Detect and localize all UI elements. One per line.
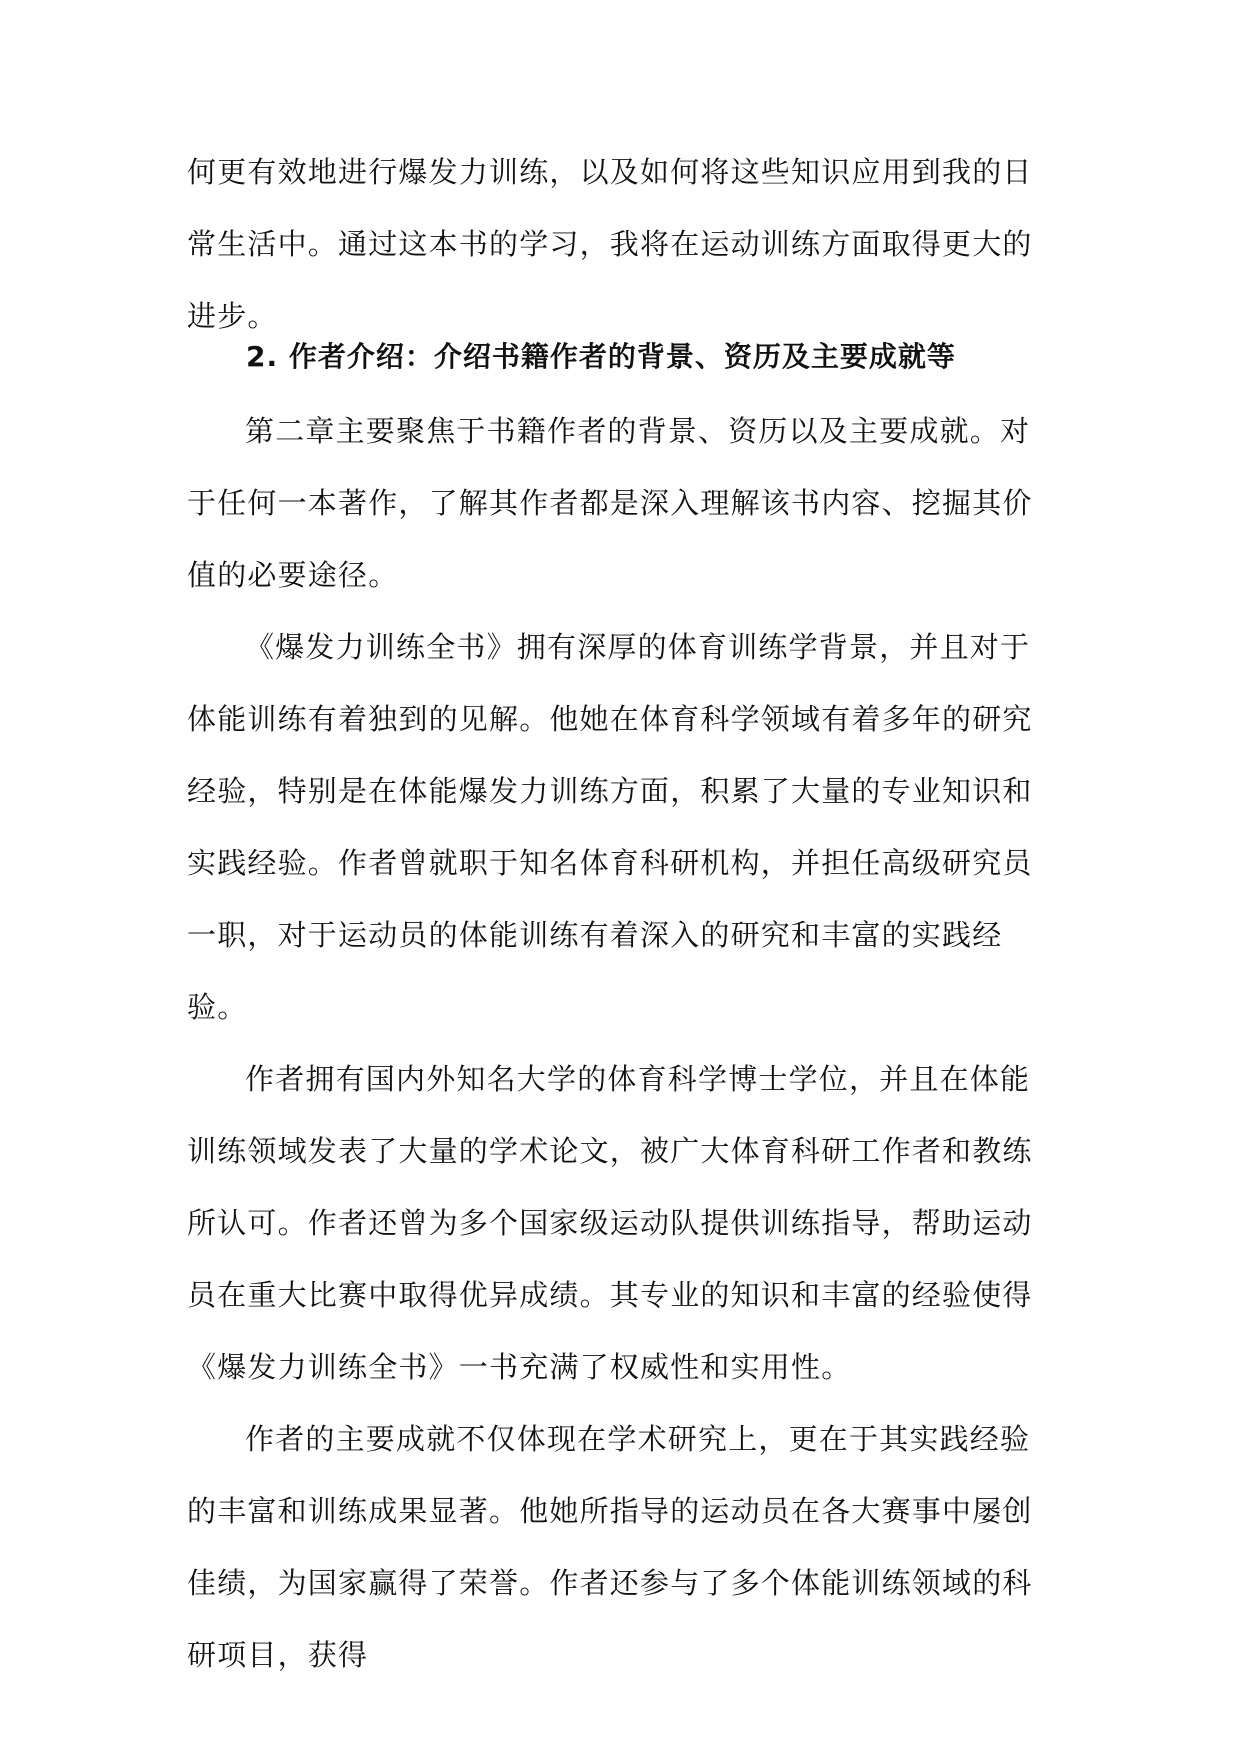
paragraph-continuation: [187, 136, 1057, 352]
paragraph-author-background: 《爆发力训练全书》拥有深厚的体育训练学背景，并且对于体能训练有着独到的见解。他她在体育科学领域有着多年的研究经验，特别是在体能爆发力训练方面，积累了大量的专业知识和实践经验。作者曾就职于知名体育科研机构，并担任高级研究员一职，对于运动员的体能训练有着深入的研究和丰富的实践经验。: [187, 630, 1033, 1024]
section-body: [187, 395, 1057, 1691]
paragraph-chapter-intro: 第二章主要聚焦于书籍作者的背景、资历以及主要成就。对于任何一本著作，了解其作者都是深入理解该书内容、挖掘其价值的必要途径。: [187, 414, 1033, 592]
paragraph-text: 何更有效地进行爆发力训练，以及如何将这些知识应用到我的日常生活中。通过这本书的学习，我将在运动训练方面取得更大的进步。: [187, 155, 1033, 333]
paragraph-author-achievements: 作者的主要成就不仅体现在学术研究上，更在于其实践经验的丰富和训练成果显著。他她所指导的运动员在各大赛事中屡创佳绩，为国家赢得了荣誉。作者还参与了多个体能训练领域的科研项目，获得: [187, 1422, 1033, 1672]
paragraph-author-qualifications: 作者拥有国内外知名大学的体育科学博士学位，并且在体能训练领域发表了大量的学术论文，被广大体育科研工作者和教练所认可。作者还曾为多个国家级运动队提供训练指导，帮助运动员在重大比赛中取得优异成绩。其专业的知识和丰富的经验使得《爆发力训练全书》一书充满了权威性和实用性。: [187, 1062, 1033, 1384]
section-heading: 2. 作者介绍：介绍书籍作者的背景、资历及主要成就等: [246, 340, 956, 373]
